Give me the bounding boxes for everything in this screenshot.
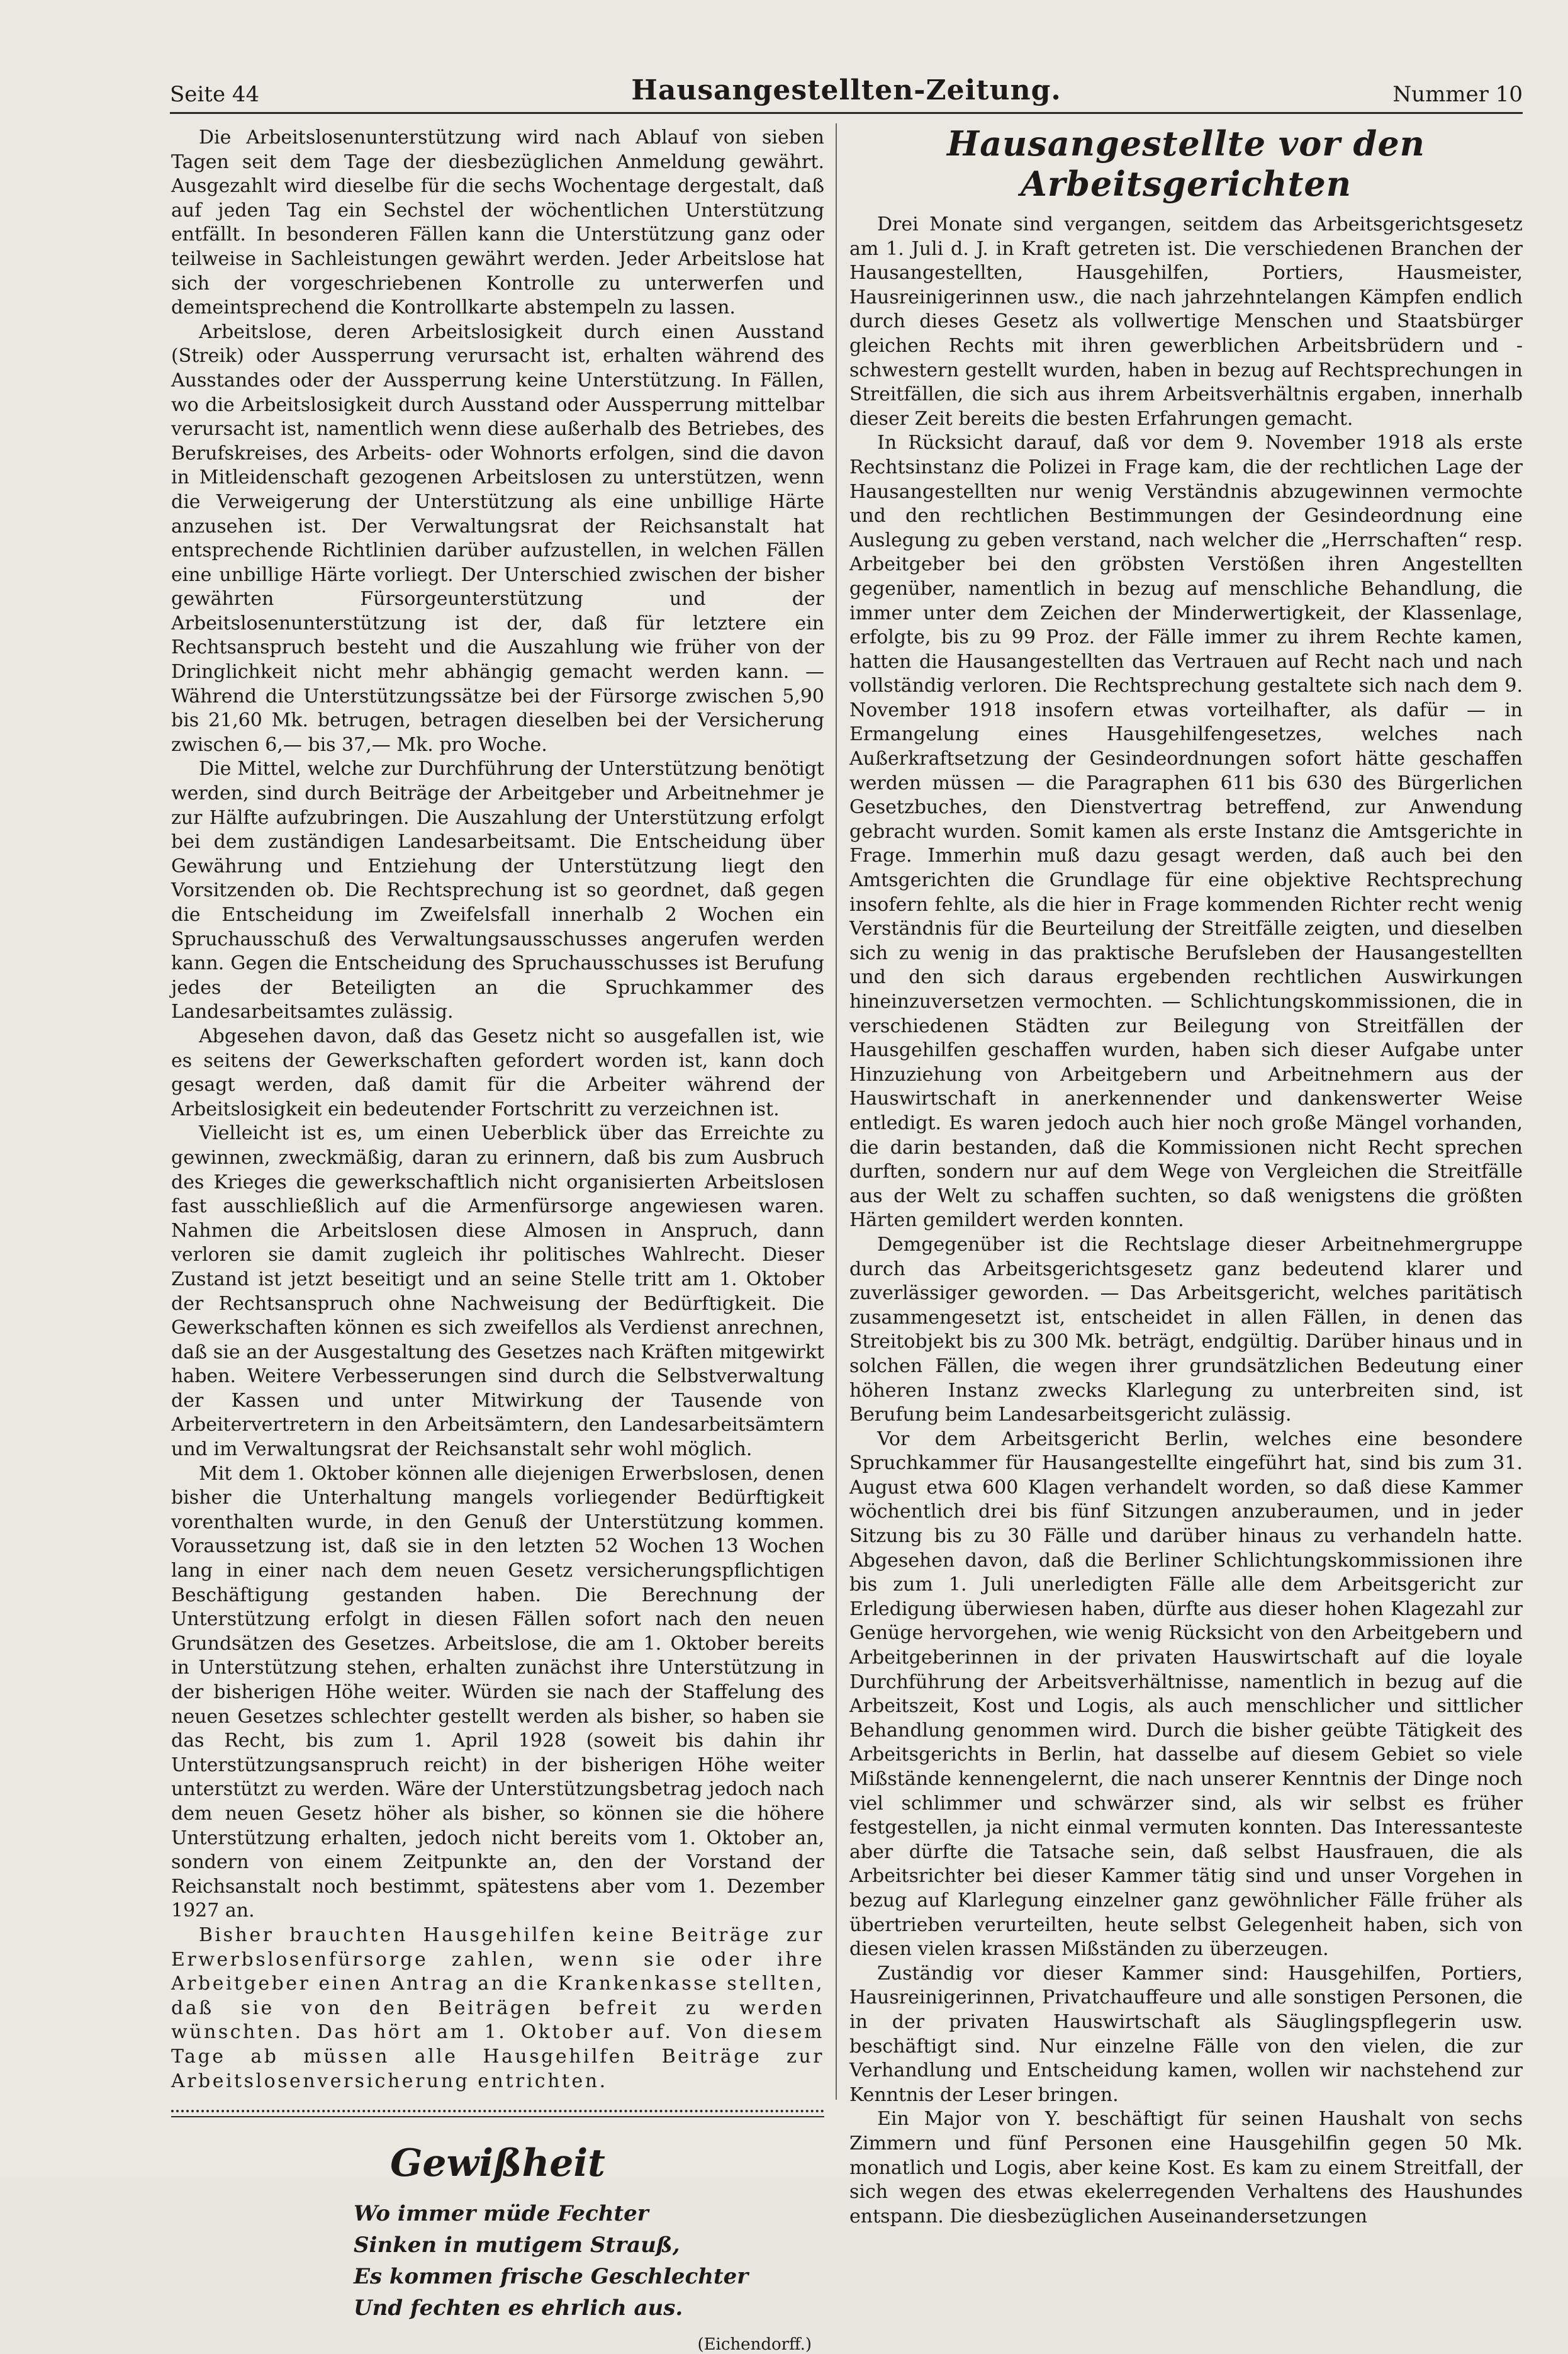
column-divider — [836, 123, 837, 2100]
poem-line: Es kommen frische Geschlechter — [354, 2264, 749, 2290]
body-paragraph: Abgesehen davon, daß das Gesetz nicht so ausgefallen ist, wie es seitens der Gewerkschaften gefordert worden ist, kann doch gesagt werden, daß damit für die Arbeiter während der Arbeitslosigkeit ein bedeutender Fortschritt zu verzeichnen ist. — [171, 1025, 824, 1120]
body-paragraph: Demgegenüber ist die Rechtslage dieser Arbeitnehmergruppe durch das Arbeitsgerichtsgesetz ganz bedeutend klarer und zuverlässiger geworden. — Das Arbeitsgericht, welches paritätisch zusammengesetzt ist, entscheidet in allen Fällen, in denen das Streitobjekt bis zu 300 Mk. beträgt, endgültig. Darüber hinaus und in solchen Fällen, die wegen ihrer grundsätzlichen Bedeutung einer höheren Instanz zwecks Klarlegung zu unterbreiten sind, ist Berufung beim Landesarbeitsgericht zulässig. — [849, 1233, 1523, 1426]
body-paragraph: Arbeitslose, deren Arbeitslosigkeit durch einen Ausstand (Streik) oder Aussperrung verursacht ist, erhalten während des Ausstandes oder der Aussperrung keine Unterstützung. In Fällen, wo die Arbeitslosigkeit durch Ausstand oder Aussperrung mittelbar verursacht ist, namentlich wenn diese außerhalb des Betriebes, des Berufskreises, des Arbeits- oder Wohnorts erfolgen, sind die davon in Mitleidenschaft gezogenen Arbeitslosen zu unterstützen, wenn die Verweigerung der Unterstützung als eine unbillige Härte anzusehen ist. Der Verwaltungsrat der Reichsanstalt hat entsprechende Richtlinien darüber aufzustellen, in welchen Fällen eine unbillige Härte vorliegt. Der Unterschied zwischen der bisher gewährten Fürsorgeunterstützung und der Arbeitslosenunterstützung ist der, daß für letztere ein Rechtsanspruch besteht und die Auszahlung wie früher von der Dringlichkeit nicht mehr abhängig gemacht werden kann. — Während die Unterstützungssätze bei der Fürsorge zwischen 5,90 bis 21,60 Mk. betrugen, betragen dieselben bei der Versicherung zwischen 6,— bis 37,— Mk. pro Woche. — [171, 320, 824, 756]
body-paragraph: Ein Major von Y. beschäftigt für seinen Haushalt von sechs Zimmern und fünf Personen eine Hausgehilfin gegen 50 Mk. monatlich und Logis, aber keine Kost. Es kam zu einem Streitfall, der sich wegen des etwas ekelerregenden Verhaltens des Haushundes entspann. Die diesbezüglichen Auseinandersetzungen — [849, 2108, 1523, 2227]
poem-line: Wo immer müde Fechter — [354, 2201, 649, 2227]
body-paragraph: Drei Monate sind vergangen, seitdem das Arbeitsgerichtsgesetz am 1. Juli d. J. in Kraft getreten ist. Die verschiedenen Branchen der Hausangestellten, Hausgehilfen, Portiers, Hausmeister, Hausreinigerinnen usw., die nach jahrzehntelangen Kämpfen endlich durch dieses Gesetz als vollwertige Menschen und Staatsbürger gleichen Rechts mit ihren gewerblichen Arbeitsbrüdern und -schwestern gestellt wurden, haben in bezug auf Rechtsprechungen in Streitfällen, die sich aus ihrem Arbeitsverhältnis ergaben, innerhalb dieser Zeit bereits die besten Erfahrungen gemacht. — [849, 213, 1523, 430]
article-title: Hausangestellte vor den Arbeitsgerichten — [947, 123, 1425, 204]
poem — [171, 2141, 824, 2354]
publication-title: Hausangestellten-Zeitung. — [631, 74, 1061, 106]
body-paragraph: Die Mittel, welche zur Durchführung der Unterstützung benötigt werden, sind durch Beiträge der Arbeitgeber und Arbeitnehmer je zur Hälfte aufzubringen. Die Auszahlung der Unterstützung erfolgt bei dem zuständigen Landesarbeitsamt. Die Entscheidung über Gewährung und Entziehung der Unterstützung liegt den Vorsitzenden ob. Die Rechtsprechung ist so geordnet, daß gegen die Entscheidung im Zweifelsfall innerhalb 2 Wochen ein Spruchausschuß des Verwaltungsausschusses angerufen werden kann. Gegen die Entscheidung des Spruchausschusses ist Berufung jedes der Beteiligten an die Spruchkammer des Landesarbeitsamtes zulässig. — [171, 758, 824, 1023]
poem-line: Und fechten es ehrlich aus. — [354, 2295, 683, 2321]
solid-rule — [171, 2116, 824, 2117]
poem-author: (Eichendorff.) — [697, 2335, 812, 2354]
left-column — [171, 126, 824, 2354]
page-number: Seite 44 — [170, 82, 260, 107]
page-header — [170, 74, 1523, 114]
body-paragraph: Mit dem 1. Oktober können alle diejenigen Erwerbslosen, denen bisher die Unterhaltung mangels vorliegender Bedürftigkeit vorenthalten wurde, in den Genuß der Unterstützung kommen. Voraussetzung ist, daß sie in den letzten 52 Wochen 13 Wochen lang in einer nach dem neuen Gesetz versicherungspflichtigen Beschäftigung gestanden haben. Die Berechnung der Unterstützung erfolgt in diesen Fällen sofort nach den neuen Grundsätzen des Gesetzes. Arbeitslose, die am 1. Oktober bereits in Unterstützung stehen, erhalten zunächst ihre Unterstützung in der bisherigen Höhe weiter. Würden sie nach der Staffelung des neuen Gesetzes schlechter gestellt werden als bisher, so haben sie das Recht, bis zum 1. April 1928 (soweit bis dahin ihr Unterstützungsanspruch reicht) in der bisherigen Höhe weiter unterstützt zu werden. Wäre der Unterstützungsbetrag jedoch nach dem neuen Gesetz höher als bisher, so können sie die höhere Unterstützung erhalten, jedoch nicht bereits vom 1. Oktober an, sondern von einem Zeitpunkte an, den der Vorstand der Reichsanstalt noch bestimmt, spätestens aber vom 1. Dezember 1927 an. — [171, 1462, 824, 1922]
body-paragraph: In Rücksicht darauf, daß vor dem 9. November 1918 als erste Rechtsinstanz die Polizei in Frage kam, die der rechtlichen Lage der Hausangestellten nur wenig Verständnis abzugewinnen vermochte und den rechtlichen Bestimmungen der Gesindeordnung eine Auslegung zu geben verstand, nach welcher die „Herrschaften“ resp. Arbeitgeber bei den gröbsten Verstößen ihren Angestellten gegenüber, namentlich in bezug auf menschliche Behandlung, die immer unter dem Zeichen der Minderwertigkeit, der Klassenlage, erfolgte, bis zu 99 Proz. der Fälle immer zu ihrem Rechte kamen, hatten die Hausangestellten das Vertrauen auf Recht nach und nach vollständig verloren. Die Rechtsprechung gestaltete sich nach dem 9. November 1918 insofern etwas vorteilhafter, als dafür — in Ermangelung eines Hausgehilfengesetzes, welches nach Außerkraftsetzung der Gesindeordnungen sofort hätte geschaffen werden müssen — die Paragraphen 611 bis 630 des Bürgerlichen Gesetzbuches, den Dienstvertrag betreffend, zur Anwendung gebracht wurden. Somit kamen als erste Instanz die Amtsgerichte in Frage. Immerhin muß dazu gesagt werden, daß auch bei den Amtsgerichten die Grundlage für eine objektive Rechtsprechung insofern fehlte, als die hier in Frage kommenden Richter recht wenig Verständnis für die Beurteilung der Streitfälle zeigten, und dieselben sich zu wenig in das praktische Berufsleben der Hausangestellten und den sich daraus ergebenden rechtlichen Auswirkungen hineinzuversetzen vermochten. — Schlichtungskommissionen, die in verschiedenen Städten zur Beilegung von Streitfällen der Hausgehilfen geschaffen wurden, haben sich dieser Aufgabe unter Hinzuziehung von Arbeitgebern und Arbeitnehmern aus der Hauswirtschaft in anerkennender und dankenswerter Weise entledigt. Es waren jedoch auch hier noch große Mängel vorhanden, die darin bestanden, daß die Kommissionen nicht Recht sprechen durften, sondern nur auf dem Wege von Vergleichen die Streitfälle aus der Welt zu schaffen suchten, so daß wenigstens die größten Härten gemildert werden konnten. — [849, 432, 1523, 1232]
dotted-rule — [171, 2110, 824, 2115]
body-paragraph: Die Arbeitslosenunterstützung wird nach Ablauf von sieben Tagen seit dem Tage der diesbezüglichen Anmeldung gewährt. Ausgezahlt wird dieselbe für die sechs Wochentage dergestalt, daß auf jeden Tag ein Sechstel der wöchentlichen Unterstützung entfällt. In besonderen Fällen kann die Unterstützung ganz oder teilweise in Sachleistungen gewährt werden. Jeder Arbeitslose hat sich der vorgeschriebenen Kontrolle zu unterwerfen und demeintsprechend die Kontrollkarte abstempeln zu lassen. — [171, 127, 824, 319]
poem-line: Sinken in mutigem Strauß, — [354, 2233, 680, 2258]
body-paragraph: Vielleicht ist es, um einen Ueberblick über das Erreichte zu gewinnen, zweckmäßig, daran zu erinnern, daß bis zum Ausbruch des Krieges die gewerkschaftlich nicht organisierten Arbeitslosen fast ausschließlich auf die Armenfürsorge angewiesen waren. Nahmen die Arbeitslosen diese Almosen in Anspruch, dann verloren sie damit zugleich ihr politisches Wahlrecht. Dieser Zustand ist jetzt beseitigt und an seine Stelle tritt am 1. Oktober der Rechtsanspruch ohne Nachweisung der Bedürftigkeit. Die Gewerkschaften können es sich zweifellos als Verdienst anrechnen, daß sie an der Ausgestaltung des Gesetzes nach Kräften mitgewirkt haben. Weitere Verbesserungen sind durch die Selbstverwaltung der Kassen und unter Mitwirkung der Tausende von Arbeitervertretern in den Arbeitsämtern, den Landesarbeitsämtern und im Verwaltungsrat der Reichsanstalt sehr wohl möglich. — [171, 1122, 824, 1461]
body-paragraph: Vor dem Arbeitsgericht Berlin, welches eine besondere Spruchkammer für Hausangestellte eingeführt hat, sind bis zum 31. August etwa 600 Klagen verhandelt worden, so daß diese Kammer wöchentlich drei bis fünf Sitzungen anzuberaumen, und in jeder Sitzung bis zu 30 Fälle und darüber hinaus zu verhandeln hatte. Abgesehen davon, daß die Berliner Schlichtungskommissionen ihre bis zum 1. Juli unerledigten Fälle alle dem Arbeitsgericht zur Erledigung überwiesen haben, dürfte aus dieser hohen Klagezahl zur Genüge hervorgehen, wie wenig Rücksicht von den Arbeitgebern und Arbeitgeberinnen in der privaten Hauswirtschaft auf die loyale Durchführung der Arbeitsverhältnisse, namentlich in bezug auf die Arbeitszeit, Kost und Logis, als auch menschlicher und sittlicher Behandlung genommen wird. Durch die bisher geübte Tätigkeit des Arbeitsgerichts in Berlin, hat dasselbe auf diesem Gebiet so viele Mißstände kennengelernt, die nach unserer Kenntnis der Dinge noch viel schlimmer und schwärzer sind, als wir selbst es früher festgestellen, ja nicht einmal vermuten konnten. Das Interessanteste aber dürfte die Tatsache sein, daß selbst Hausfrauen, die als Arbeitsrichter bei dieser Kammer tätig sind und unser Vorgehen in bezug auf Klarlegung einzelner ganz gewöhnlicher Fälle früher als übertrieben verurteilten, heute selbst Gelegenheit haben, sich von diesen vielen krassen Mißständen zu überzeugen. — [849, 1428, 1523, 1961]
closing-paragraph: Bisher brauchten Hausgehilfen keine Beiträge zur Erwerbslosenfürsorge zahlen, wenn sie oder ihre Arbeitgeber einen Antrag an die Krankenkasse stellten, daß sie von den Beiträgen befreit zu werden wünschten. Das hört am 1. Oktober auf. Von diesem Tage ab müssen alle Hausgehilfen Beiträge zur Arbeitslosenversicherung entrichten. — [171, 1923, 824, 2092]
section-divider — [171, 2107, 824, 2126]
issue-number: Nummer 10 — [1392, 82, 1523, 107]
right-column — [849, 123, 1523, 2229]
poem-title: Gewißheit — [390, 2141, 605, 2186]
body-paragraph: Zuständig vor dieser Kammer sind: Hausgehilfen, Portiers, Hausreinigerinnen, Privatchauffeure und alle sonstigen Personen, die in der privaten Hauswirtschaft als Säuglingspflegerin usw. beschäftigt sind. Nur einzelne Fälle von den vielen, die zur Verhandlung und Entscheidung kamen, wollen wir nachstehend zur Kenntnis der Leser bringen. — [849, 1962, 1523, 2106]
